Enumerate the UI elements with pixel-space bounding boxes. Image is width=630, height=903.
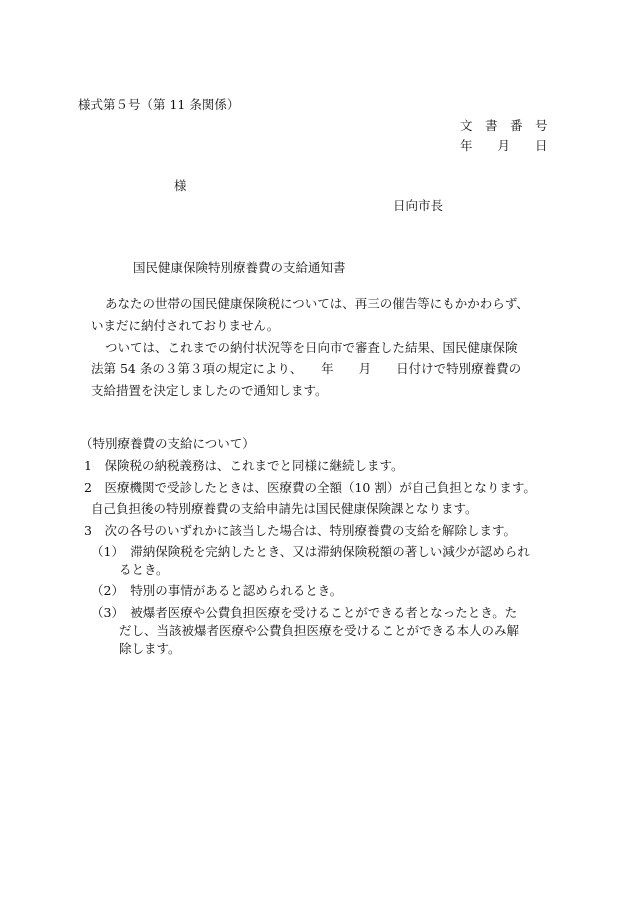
body-paragraph-1-line-2: いまだに納付されておりません。 bbox=[91, 318, 280, 333]
list-item-3: 3 次の各号のいずれかに該当した場合は、特別療養費の支給を解除します。 bbox=[84, 523, 516, 538]
body-paragraph-2-line-1: ついては、これまでの納付状況等を日向市で審査した結果、国民健康保険 bbox=[105, 340, 518, 355]
list-item-2-line-1: 2 医療機関で受診したときは、医療費の全額（10 割）が自己負担となります。 bbox=[84, 480, 536, 495]
section-heading: （特別療養費の支給について） bbox=[80, 436, 255, 451]
body-paragraph-1-line-1: あなたの世帯の国民健康保険税については、再三の催告等にもかかわらず、 bbox=[105, 296, 529, 311]
document-number-label: 文 書 番 号 bbox=[460, 118, 548, 133]
list-item-2-line-2: 自己負担後の特別療養費の支給申請先は国民健康保険課となります。 bbox=[91, 501, 478, 516]
sub-item-1-line-2: るとき。 bbox=[119, 562, 169, 577]
sub-item-3-line-3: 除します。 bbox=[119, 641, 181, 656]
sub-item-2: （2） 特別の事情があると認められるとき。 bbox=[91, 583, 343, 598]
recipient-suffix: 様 bbox=[174, 178, 187, 193]
body-paragraph-2-line-3: 支給措置を決定しましたので通知します。 bbox=[91, 383, 328, 398]
sub-item-1-line-1: （1） 滞納保険税を完納したとき、又は滞納保険税額の著しい減少が認められ bbox=[91, 544, 530, 559]
form-label: 様式第５号（第 11 条関係） bbox=[78, 97, 240, 112]
sub-item-3-line-2: だし、当該被爆者医療や公費負担医療を受けることができる本人のみ解 bbox=[119, 623, 520, 638]
sub-item-3-line-1: （3） 被爆者医療や公費負担医療を受けることができる者となったとき。た bbox=[91, 605, 518, 620]
body-paragraph-2-line-2: 法第 54 条の３第３項の規定により、 年 月 日付けで特別療養費の bbox=[91, 361, 522, 376]
list-item-1: 1 保険税の納税義務は、これまでと同様に継続します。 bbox=[84, 458, 404, 473]
document-title: 国民健康保険特別療養費の支給通知書 bbox=[133, 260, 346, 275]
date-line: 年 月 日 bbox=[460, 138, 548, 153]
sender-name: 日向市長 bbox=[393, 198, 444, 213]
